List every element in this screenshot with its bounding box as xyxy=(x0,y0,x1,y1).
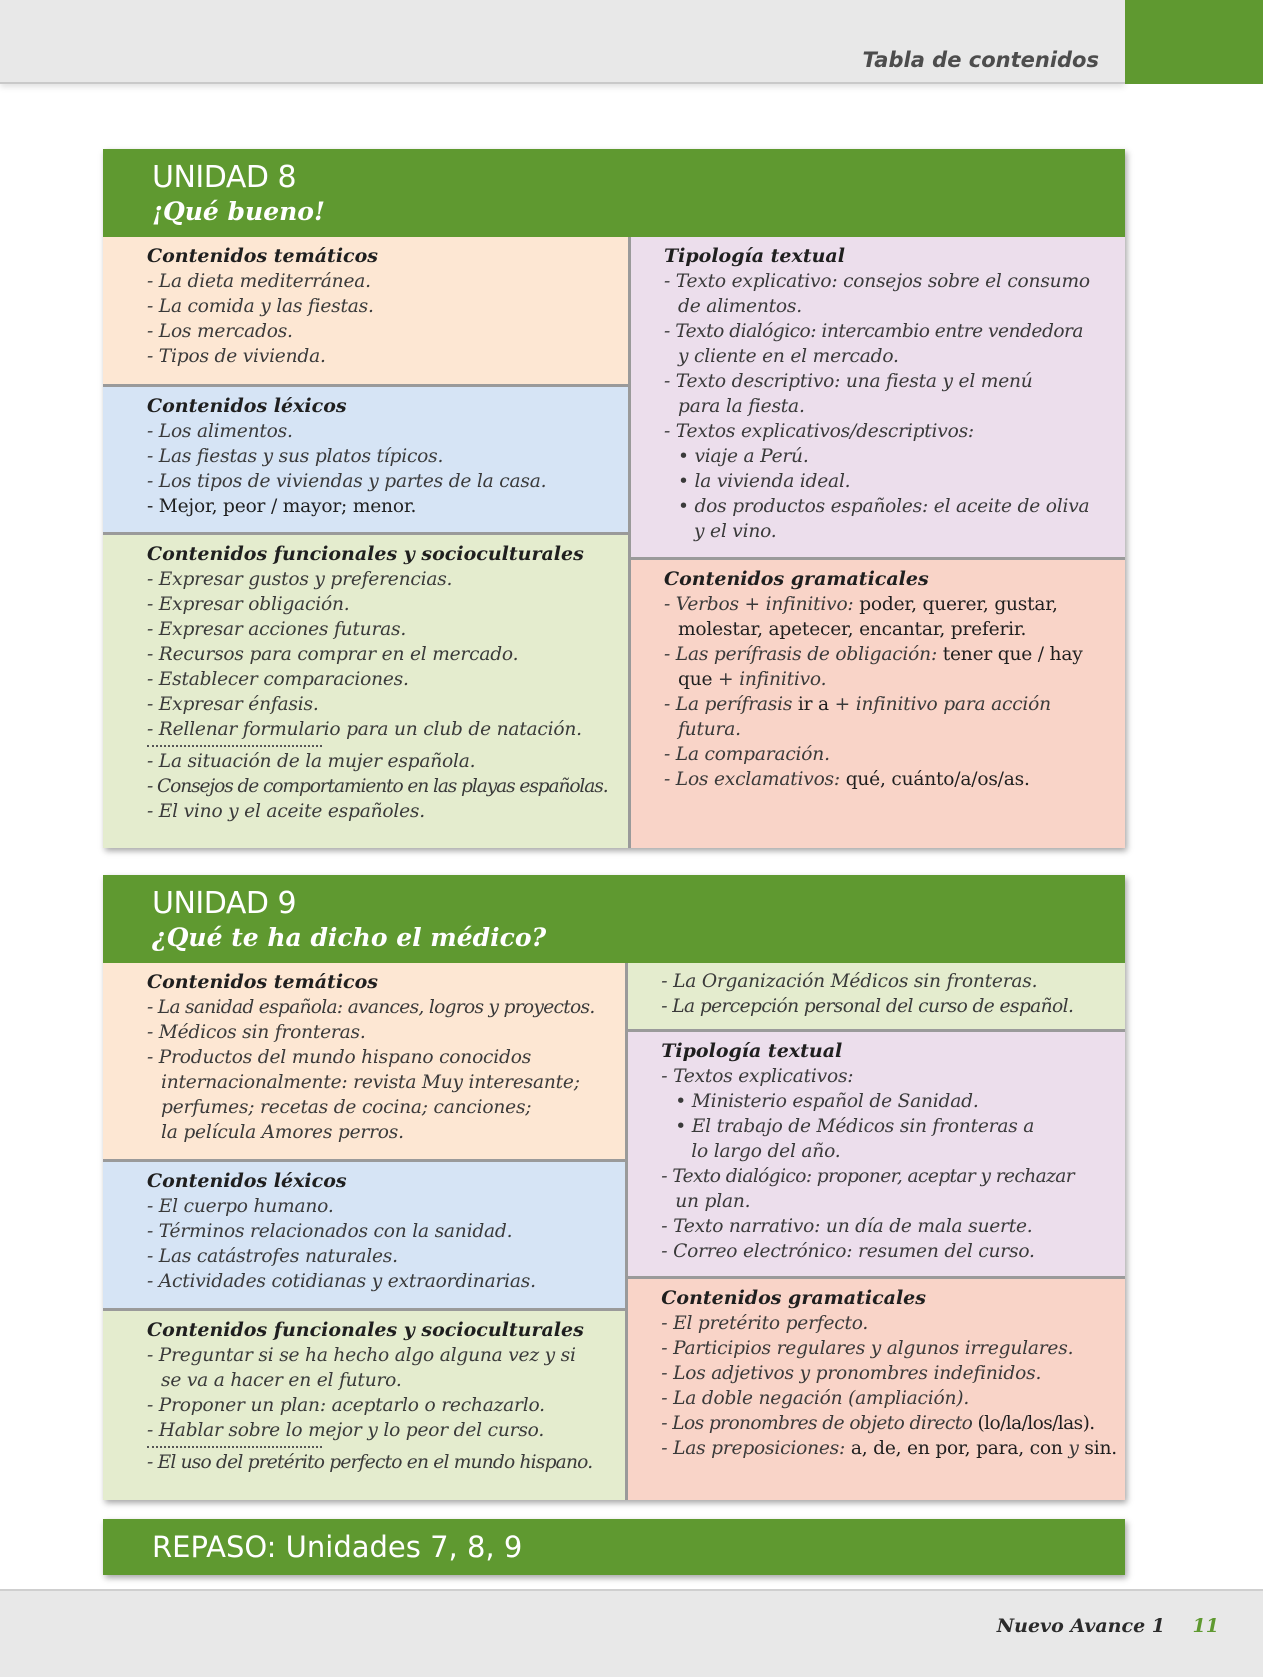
list-item: - Expresar obligación. xyxy=(147,594,350,615)
page-footer xyxy=(0,1589,1263,1677)
unit-subtitle: ¿Qué te ha dicho el médico? xyxy=(152,923,547,952)
list-item: - Las catástrofes naturales. xyxy=(147,1246,398,1267)
unit-subtitle: ¡Qué bueno! xyxy=(152,197,325,226)
unit-8-header xyxy=(103,149,1125,237)
unit-title: UNIDAD 9 xyxy=(152,886,297,921)
list-item: - Expresar énfasis. xyxy=(147,694,319,715)
list-item: - Participios regulares y algunos irregulares. xyxy=(661,1338,1074,1359)
list-item: - Texto descriptivo: una fiesta y el menú xyxy=(664,371,1033,392)
tematicos-box xyxy=(103,237,628,384)
box-heading: Contenidos funcionales y socioculturales xyxy=(147,1319,584,1341)
right-column xyxy=(628,963,1125,1500)
list-item: • El trabajo de Médicos sin fronteras a xyxy=(675,1116,1035,1137)
tipologia-box xyxy=(628,1029,1125,1276)
item-forms: qué, cuánto/a/os/as. xyxy=(845,769,1030,790)
list-item: - Textos explicativos/descriptivos: xyxy=(664,421,974,442)
funcionales-box xyxy=(103,1308,625,1500)
header-accent-block xyxy=(1125,0,1263,84)
item-label: - Las preposiciones: xyxy=(661,1438,846,1459)
list-item xyxy=(661,1411,1117,1436)
list-item: - El pretérito perfecto. xyxy=(661,1313,869,1334)
book-title: Nuevo Avance 1 xyxy=(996,1615,1165,1637)
list-item: - Los adjetivos y pronombres indefinidos. xyxy=(661,1363,1042,1384)
lexicos-box xyxy=(103,384,628,532)
list-item: - La doble negación (ampliación). xyxy=(661,1388,970,1409)
item-label: + infinitivo para acción xyxy=(834,694,1051,715)
box-heading: Tipología textual xyxy=(664,245,845,267)
unit-9 xyxy=(103,875,1125,1500)
unit-8 xyxy=(103,149,1125,848)
list-item: - Texto dialógico: intercambio entre vendedora xyxy=(664,321,1084,342)
dotted-divider xyxy=(147,1446,322,1448)
item-forms: ir a xyxy=(797,694,829,715)
list-item: la película Amores perros. xyxy=(161,1122,404,1143)
list-item xyxy=(664,692,1117,717)
unit-9-header xyxy=(103,875,1125,963)
left-column xyxy=(103,963,628,1500)
list-item: se va a hacer en el futuro. xyxy=(161,1370,402,1391)
list-item: y el vino. xyxy=(694,521,777,542)
list-item: - Preguntar si se ha hecho algo alguna vez y si xyxy=(147,1345,576,1366)
list-item: - La sanidad española: avances, logros y proyectos. xyxy=(147,997,595,1018)
lexicos-box xyxy=(103,1159,625,1308)
box-heading: Contenidos léxicos xyxy=(147,1170,347,1192)
list-item: - La dieta mediterránea. xyxy=(147,271,371,292)
box-heading: Contenidos temáticos xyxy=(147,971,378,993)
list-item: de alimentos. xyxy=(678,296,802,317)
list-item: - La percepción personal del curso de español. xyxy=(661,996,1074,1017)
list-item: - Texto dialógico: proponer, aceptar y rechazar xyxy=(661,1166,1075,1187)
item-label: - Verbos + infinitivo: xyxy=(664,594,854,615)
list-item: - Los mercados. xyxy=(147,321,293,342)
list-item: - El vino y el aceite españoles. xyxy=(147,801,425,822)
funcionales-box xyxy=(103,532,628,848)
box-heading: Contenidos funcionales y socioculturales xyxy=(147,543,584,565)
list-item: internacionalmente: revista Muy interesante; xyxy=(161,1072,580,1093)
list-item: - Mejor, peor / mayor; menor. xyxy=(147,496,417,517)
list-item xyxy=(661,1436,1117,1461)
item-forms: tener que / hay xyxy=(942,644,1083,665)
list-item: molestar, apetecer, encantar, preferir. xyxy=(678,619,1027,640)
item-label: - Las perífrasis de obligación: xyxy=(664,644,938,665)
list-item: - Los alimentos. xyxy=(147,421,293,442)
list-item: - Consejos de comportamiento en las playas españolas. xyxy=(147,776,608,797)
box-heading: Contenidos léxicos xyxy=(147,395,347,417)
list-item xyxy=(664,767,1117,792)
item-forms: sin. xyxy=(1084,1438,1117,1459)
list-item: - La comida y las fiestas. xyxy=(147,296,374,317)
list-item: - Establecer comparaciones. xyxy=(147,669,409,690)
list-item xyxy=(664,667,1117,692)
list-item: - Textos explicativos: xyxy=(661,1066,854,1087)
list-item: lo largo del año. xyxy=(691,1141,841,1162)
unit-title: UNIDAD 8 xyxy=(152,160,297,195)
list-item: - Expresar acciones futuras. xyxy=(147,619,407,640)
item-label: - Los pronombres de objeto directo xyxy=(661,1413,973,1434)
left-column xyxy=(103,237,631,848)
item-forms: que xyxy=(678,669,713,690)
list-item: futura. xyxy=(678,719,741,740)
list-item: • la vivienda ideal. xyxy=(678,471,851,492)
list-item: y cliente en el mercado. xyxy=(678,346,899,367)
list-item: - La Organización Médicos sin fronteras. xyxy=(661,971,1038,992)
list-item: perfumes; recetas de cocina; canciones; xyxy=(161,1097,532,1118)
list-item: - Correo electrónico: resumen del curso. xyxy=(661,1241,1035,1262)
item-label: - Los exclamativos: xyxy=(664,769,840,790)
cultural-continued-box xyxy=(628,963,1125,1029)
section-title: Tabla de contenidos xyxy=(862,48,1099,72)
gramaticales-box xyxy=(628,1276,1125,1500)
list-item: - Los tipos de viviendas y partes de la casa. xyxy=(147,471,547,492)
list-item: - Expresar gustos y preferencias. xyxy=(147,569,453,590)
repaso-banner: REPASO: Unidades 7, 8, 9 xyxy=(103,1519,1125,1575)
list-item: - La comparación. xyxy=(664,744,830,765)
box-heading: Contenidos temáticos xyxy=(147,245,378,267)
item-forms: a, de, en por, para, con xyxy=(850,1438,1063,1459)
unit-8-body xyxy=(103,237,1125,848)
page-header-bar xyxy=(0,0,1125,84)
list-item: - Recursos para comprar en el mercado. xyxy=(147,644,519,665)
tipologia-box xyxy=(631,237,1125,557)
list-item: - Hablar sobre lo mejor y lo peor del curso. xyxy=(147,1420,545,1441)
item-forms: (lo/la/los/las). xyxy=(977,1413,1095,1434)
list-item: - Texto explicativo: consejos sobre el consumo xyxy=(664,271,1090,292)
list-item: para la fiesta. xyxy=(678,396,805,417)
list-item: - Productos del mundo hispano conocidos xyxy=(147,1047,532,1068)
gramaticales-box xyxy=(631,557,1125,848)
item-label: - La perífrasis xyxy=(664,694,793,715)
box-heading: Contenidos gramaticales xyxy=(664,568,929,590)
dotted-divider xyxy=(147,745,322,747)
tematicos-box xyxy=(103,963,625,1159)
list-item: • dos productos españoles: el aceite de oliva xyxy=(678,496,1090,517)
list-item: - El uso del pretérito perfecto en el mundo hispano. xyxy=(147,1452,593,1473)
list-item: un plan. xyxy=(675,1191,751,1212)
box-heading: Tipología textual xyxy=(661,1040,843,1062)
list-item: - Rellenar formulario para un club de natación. xyxy=(147,719,582,740)
item-forms: poder, querer, gustar, xyxy=(859,594,1058,615)
right-column xyxy=(631,237,1125,848)
list-item: - Texto narrativo: un día de mala suerte. xyxy=(661,1216,1033,1237)
list-item: - Proponer un plan: aceptarlo o rechazarlo. xyxy=(147,1395,545,1416)
list-item: • Ministerio español de Sanidad. xyxy=(675,1091,979,1112)
unit-9-body xyxy=(103,963,1125,1500)
list-item: - Médicos sin fronteras. xyxy=(147,1022,366,1043)
list-item: - Términos relacionados con la sanidad. xyxy=(147,1221,513,1242)
item-label: + infinitivo. xyxy=(718,669,827,690)
list-item: - El cuerpo humano. xyxy=(147,1196,334,1217)
box-heading: Contenidos gramaticales xyxy=(661,1287,926,1309)
list-item: - Actividades cotidianas y extraordinarias. xyxy=(147,1271,536,1292)
list-item: - Tipos de vivienda. xyxy=(147,346,326,367)
item-label: y xyxy=(1068,1438,1079,1459)
list-item: - La situación de la mujer española. xyxy=(147,751,476,772)
list-item: - Las fiestas y sus platos típicos. xyxy=(147,446,444,467)
list-item: • viaje a Perú. xyxy=(678,446,809,467)
page-number: 11 xyxy=(1192,1615,1219,1637)
list-item xyxy=(664,592,1117,617)
list-item xyxy=(664,642,1117,667)
